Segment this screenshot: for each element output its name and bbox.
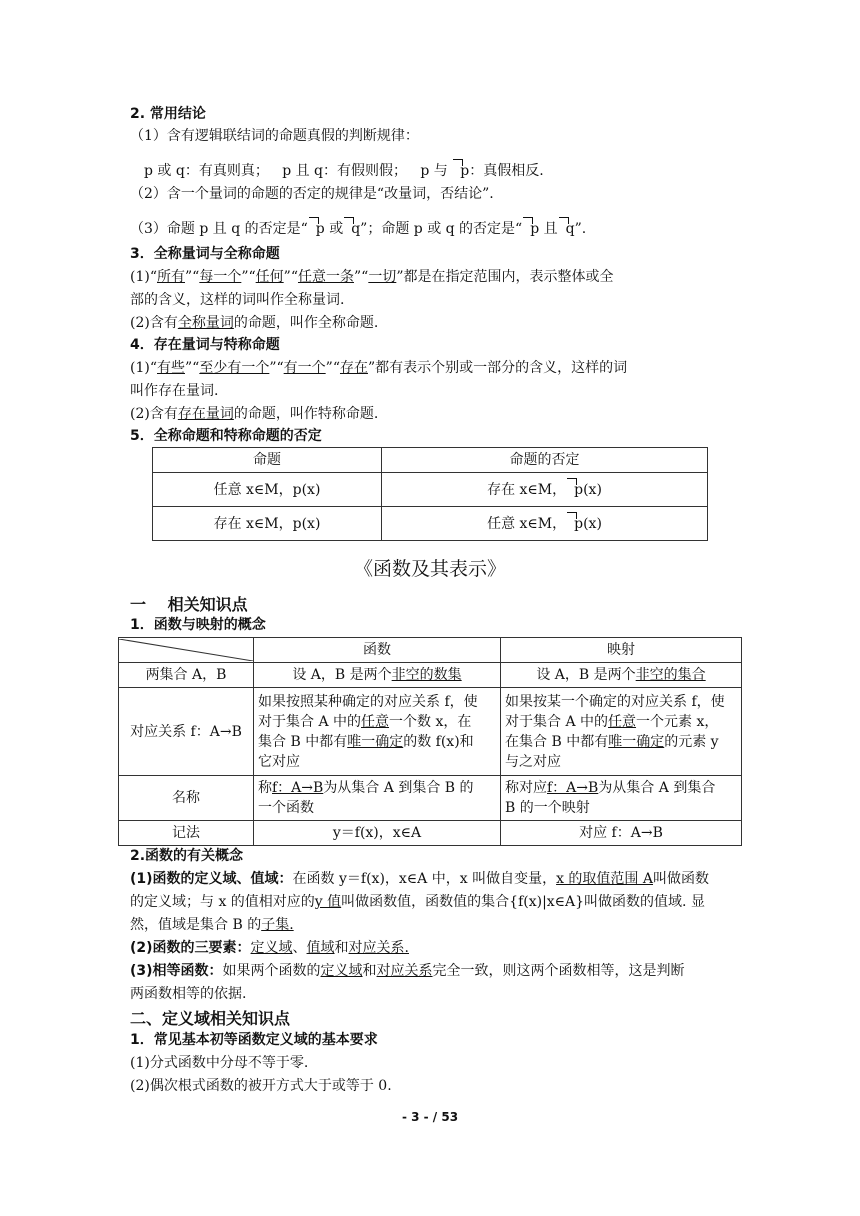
paragraph-line (130, 869, 709, 889)
underlined-term: 至少有一个 (199, 360, 270, 376)
underlined-term: y 值 (314, 894, 342, 910)
text-span: 的命题，叫作全称命题. (233, 315, 379, 331)
table-cell (382, 507, 708, 541)
heading-universal-quantifier: 3．全称量词与全称命题 (130, 246, 280, 262)
underlined-term: f：A→B (272, 780, 324, 796)
text-span: p 或 q：有真则真； (144, 163, 269, 179)
paragraph-line (130, 313, 378, 333)
text-span: 为从集合 A 到集合 (598, 780, 716, 796)
paragraph-line: (1)分式函数中分母不等于零. (130, 1055, 309, 1071)
bold-term: (3)相等函数： (130, 963, 223, 979)
table-row-label: 记法 (119, 821, 254, 846)
text-span: ”“ (353, 269, 369, 285)
text-span: ”“ (185, 360, 200, 376)
paragraph-line: （1）含有逻辑联结词的命题真假的判断规律： (130, 128, 419, 144)
text-span: 称 (258, 780, 272, 796)
text-span: ”“ (283, 269, 298, 285)
table-row (119, 663, 742, 688)
text-span: 然，值域是集合 B 的 (130, 917, 262, 933)
table-cell (254, 688, 501, 776)
cell-line (505, 778, 737, 798)
text-span: 在函数 y＝f(x)，x∈A 中，x 叫做自变量， (292, 871, 557, 887)
paragraph-line: （2）含一个量词的命题的否定的规律是“改量词，否结论”. (130, 186, 494, 202)
text-span: 对于集合 A 中的 (258, 713, 362, 730)
paragraph-line: 部的含义，这样的词叫作全称量词. (130, 292, 345, 308)
table-header-row (119, 638, 742, 663)
text-span: ”“ (325, 360, 340, 376)
table-row (153, 507, 708, 541)
underlined-term: 唯一确定 (347, 733, 404, 750)
table-header-cell: 函数 (254, 638, 501, 663)
table-cell (382, 473, 708, 507)
page-number: - 3 - / 53 (401, 1110, 459, 1124)
negation-text: p(x) (566, 514, 602, 534)
underlined-term: 非空的数集 (391, 667, 462, 683)
paragraph-line (144, 161, 544, 181)
underlined-term: 有一个 (283, 360, 326, 376)
cell-line: B 的一个映射 (505, 800, 590, 816)
negation-text: p：真假相反. (452, 161, 543, 181)
paragraph-line: 两函数相等的依据. (130, 986, 247, 1002)
text-span: 的命题，叫作特称命题. (233, 406, 379, 422)
function-mapping-table (118, 637, 742, 846)
cell-line: 与之对应 (505, 753, 561, 770)
underlined-term: 任意一条 (297, 269, 354, 285)
cell-line (258, 712, 496, 732)
underlined-term: 任意 (608, 713, 637, 730)
text-span: 叫做函数 (652, 871, 709, 887)
table-cell: 存在 x∈M，p(x) (153, 507, 382, 541)
cell-line: 如果按照某种确定的对应关系 f，使 (258, 693, 478, 710)
table-cell: y＝f(x)，x∈A (254, 821, 501, 846)
text-span: p 且 q：有假则假； (282, 163, 408, 179)
text-span: 任意 x∈M， (487, 515, 567, 532)
table-cell (501, 663, 742, 688)
text-span: 称对应 (505, 780, 547, 796)
text-span: ”“ (269, 360, 284, 376)
paragraph-line (130, 915, 294, 935)
table-cell (501, 688, 742, 776)
table-row-label: 名称 (119, 776, 254, 821)
diagonal-line (119, 639, 253, 661)
section-heading: 二、定义域相关知识点 (130, 1009, 291, 1028)
text-span: ”“ (185, 269, 200, 285)
text-span: 对于集合 A 中的 (505, 713, 609, 730)
underlined-term: 任意 (361, 713, 390, 730)
table-header-row (153, 448, 708, 473)
negation-text: q”；命题 p 或 q 的否定是“ (343, 219, 522, 239)
text-span: 集合 B 中都有 (258, 733, 348, 750)
underlined-term: 非空的集合 (635, 667, 706, 683)
table-row (119, 776, 742, 821)
table-header-cell: 映射 (501, 638, 742, 663)
text-span: 为从集合 A 到集合 B 的 (323, 780, 474, 796)
paragraph-line: 叫作存在量词. (130, 383, 219, 399)
paragraph-line (130, 267, 613, 287)
heading-domain-requirements: 1．常见基本初等函数定义域的基本要求 (130, 1032, 378, 1048)
text-span: 、 (292, 940, 307, 956)
text-span: 叫做函数值，函数值的集合{f(x)|x∈A}叫做函数的值域. 显 (341, 894, 705, 910)
table-cell: 对应 f：A→B (501, 821, 742, 846)
text-span: (2)含有 (130, 315, 178, 331)
paragraph-line (130, 404, 378, 424)
underlined-term: x 的取值范围 A (556, 871, 653, 887)
text-span: p 与 (420, 163, 448, 179)
table-cell (254, 776, 501, 821)
underlined-term: 一切 (368, 269, 397, 285)
cell-line (258, 732, 496, 752)
text-span: 的定义域；与 x 的值相对应的 (130, 894, 315, 910)
paragraph-line (130, 938, 409, 958)
table-row (119, 688, 742, 776)
text-span: 和 (362, 963, 377, 979)
bold-term: (2)函数的三要素： (130, 940, 251, 956)
text-span: （3）命题 p 且 q 的否定是“ (130, 221, 308, 237)
table-header-cell: 命题的否定 (382, 448, 708, 473)
chapter-title: 《函数及其表示》 (353, 558, 506, 580)
underlined-term: 定义域 (320, 963, 363, 979)
text-span: 的元素 y (664, 733, 719, 750)
underlined-term: 对应关系. (348, 940, 409, 956)
paragraph-line (130, 961, 685, 981)
text-span: 的数 f(x)和 (403, 733, 474, 750)
underlined-term: f：A→B (547, 780, 599, 796)
negation-table (152, 447, 708, 541)
negation-text: p 或 (308, 219, 343, 239)
paragraph-line (130, 219, 586, 239)
text-span: 存在 x∈M， (487, 481, 567, 498)
underlined-term: 值域 (306, 940, 335, 956)
underlined-term: 唯一确定 (608, 733, 665, 750)
table-row-label: 两集合 A，B (119, 663, 254, 688)
cell-line: 一个函数 (258, 800, 314, 816)
heading-existential-quantifier: 4．存在量词与特称命题 (130, 337, 280, 353)
underlined-term: 有些 (157, 360, 185, 376)
text-span: 设 A，B 是两个 (536, 667, 636, 683)
table-row-label: 对应关系 f：A→B (119, 688, 254, 776)
text-span: 在集合 B 中都有 (505, 733, 609, 750)
bold-term: (1)函数的定义域、值域： (130, 871, 293, 887)
text-span: 完全一致，则这两个函数相等，这是判断 (432, 963, 685, 979)
cell-line: 它对应 (258, 753, 300, 770)
underlined-term: 对应关系 (376, 963, 433, 979)
underlined-term: 任何 (255, 269, 284, 285)
cell-line (258, 778, 496, 798)
cell-line (505, 712, 737, 732)
text-span: 如果两个函数的 (222, 963, 321, 979)
heading-negation-table: 5．全称命题和特称命题的否定 (130, 428, 322, 444)
underlined-term: 子集. (261, 917, 294, 933)
text-span: 一个元素 x， (636, 713, 719, 730)
underlined-term: 每一个 (199, 269, 242, 285)
paragraph-line (130, 358, 627, 378)
underlined-term: 所有 (157, 269, 185, 285)
table-cell: 任意 x∈M，p(x) (153, 473, 382, 507)
text-span: (1)“ (130, 269, 157, 285)
text-span: ”都有表示个别或一部分的含义，这样的词 (367, 360, 628, 376)
table-row (153, 473, 708, 507)
underlined-term: 存在 (339, 360, 368, 376)
text-span: (1)“ (130, 360, 157, 376)
negation-text: p(x) (566, 480, 602, 500)
section-heading: 一 相关知识点 (130, 595, 248, 614)
table-cell (501, 776, 742, 821)
text-span: 设 A，B 是两个 (292, 667, 392, 683)
text-span: ”都是在指定范围内，表示整体或全 (396, 269, 614, 285)
diagonal-header-cell (119, 638, 254, 663)
negation-text: p 且 (522, 219, 557, 239)
underlined-term: 定义域 (250, 940, 293, 956)
text-span: 和 (334, 940, 349, 956)
table-header-cell: 命题 (153, 448, 382, 473)
underlined-term: 全称量词 (177, 315, 234, 331)
heading-common-conclusions: 2. 常用结论 (130, 106, 206, 122)
paragraph-line (130, 892, 705, 912)
text-span: 一个数 x，在 (389, 713, 472, 730)
heading-function-concepts: 2.函数的有关概念 (130, 848, 244, 864)
table-cell (254, 663, 501, 688)
negation-text: q”. (558, 219, 587, 239)
text-span: (2)含有 (130, 406, 178, 422)
paragraph-line: (2)偶次根式函数的被开方式大于或等于 0. (130, 1078, 392, 1094)
table-row (119, 821, 742, 846)
cell-line: 如果按某一个确定的对应关系 f，使 (505, 693, 725, 710)
underlined-term: 存在量词 (177, 406, 234, 422)
cell-line (505, 732, 737, 752)
text-span: ”“ (241, 269, 256, 285)
heading-function-mapping: 1．函数与映射的概念 (130, 617, 266, 633)
